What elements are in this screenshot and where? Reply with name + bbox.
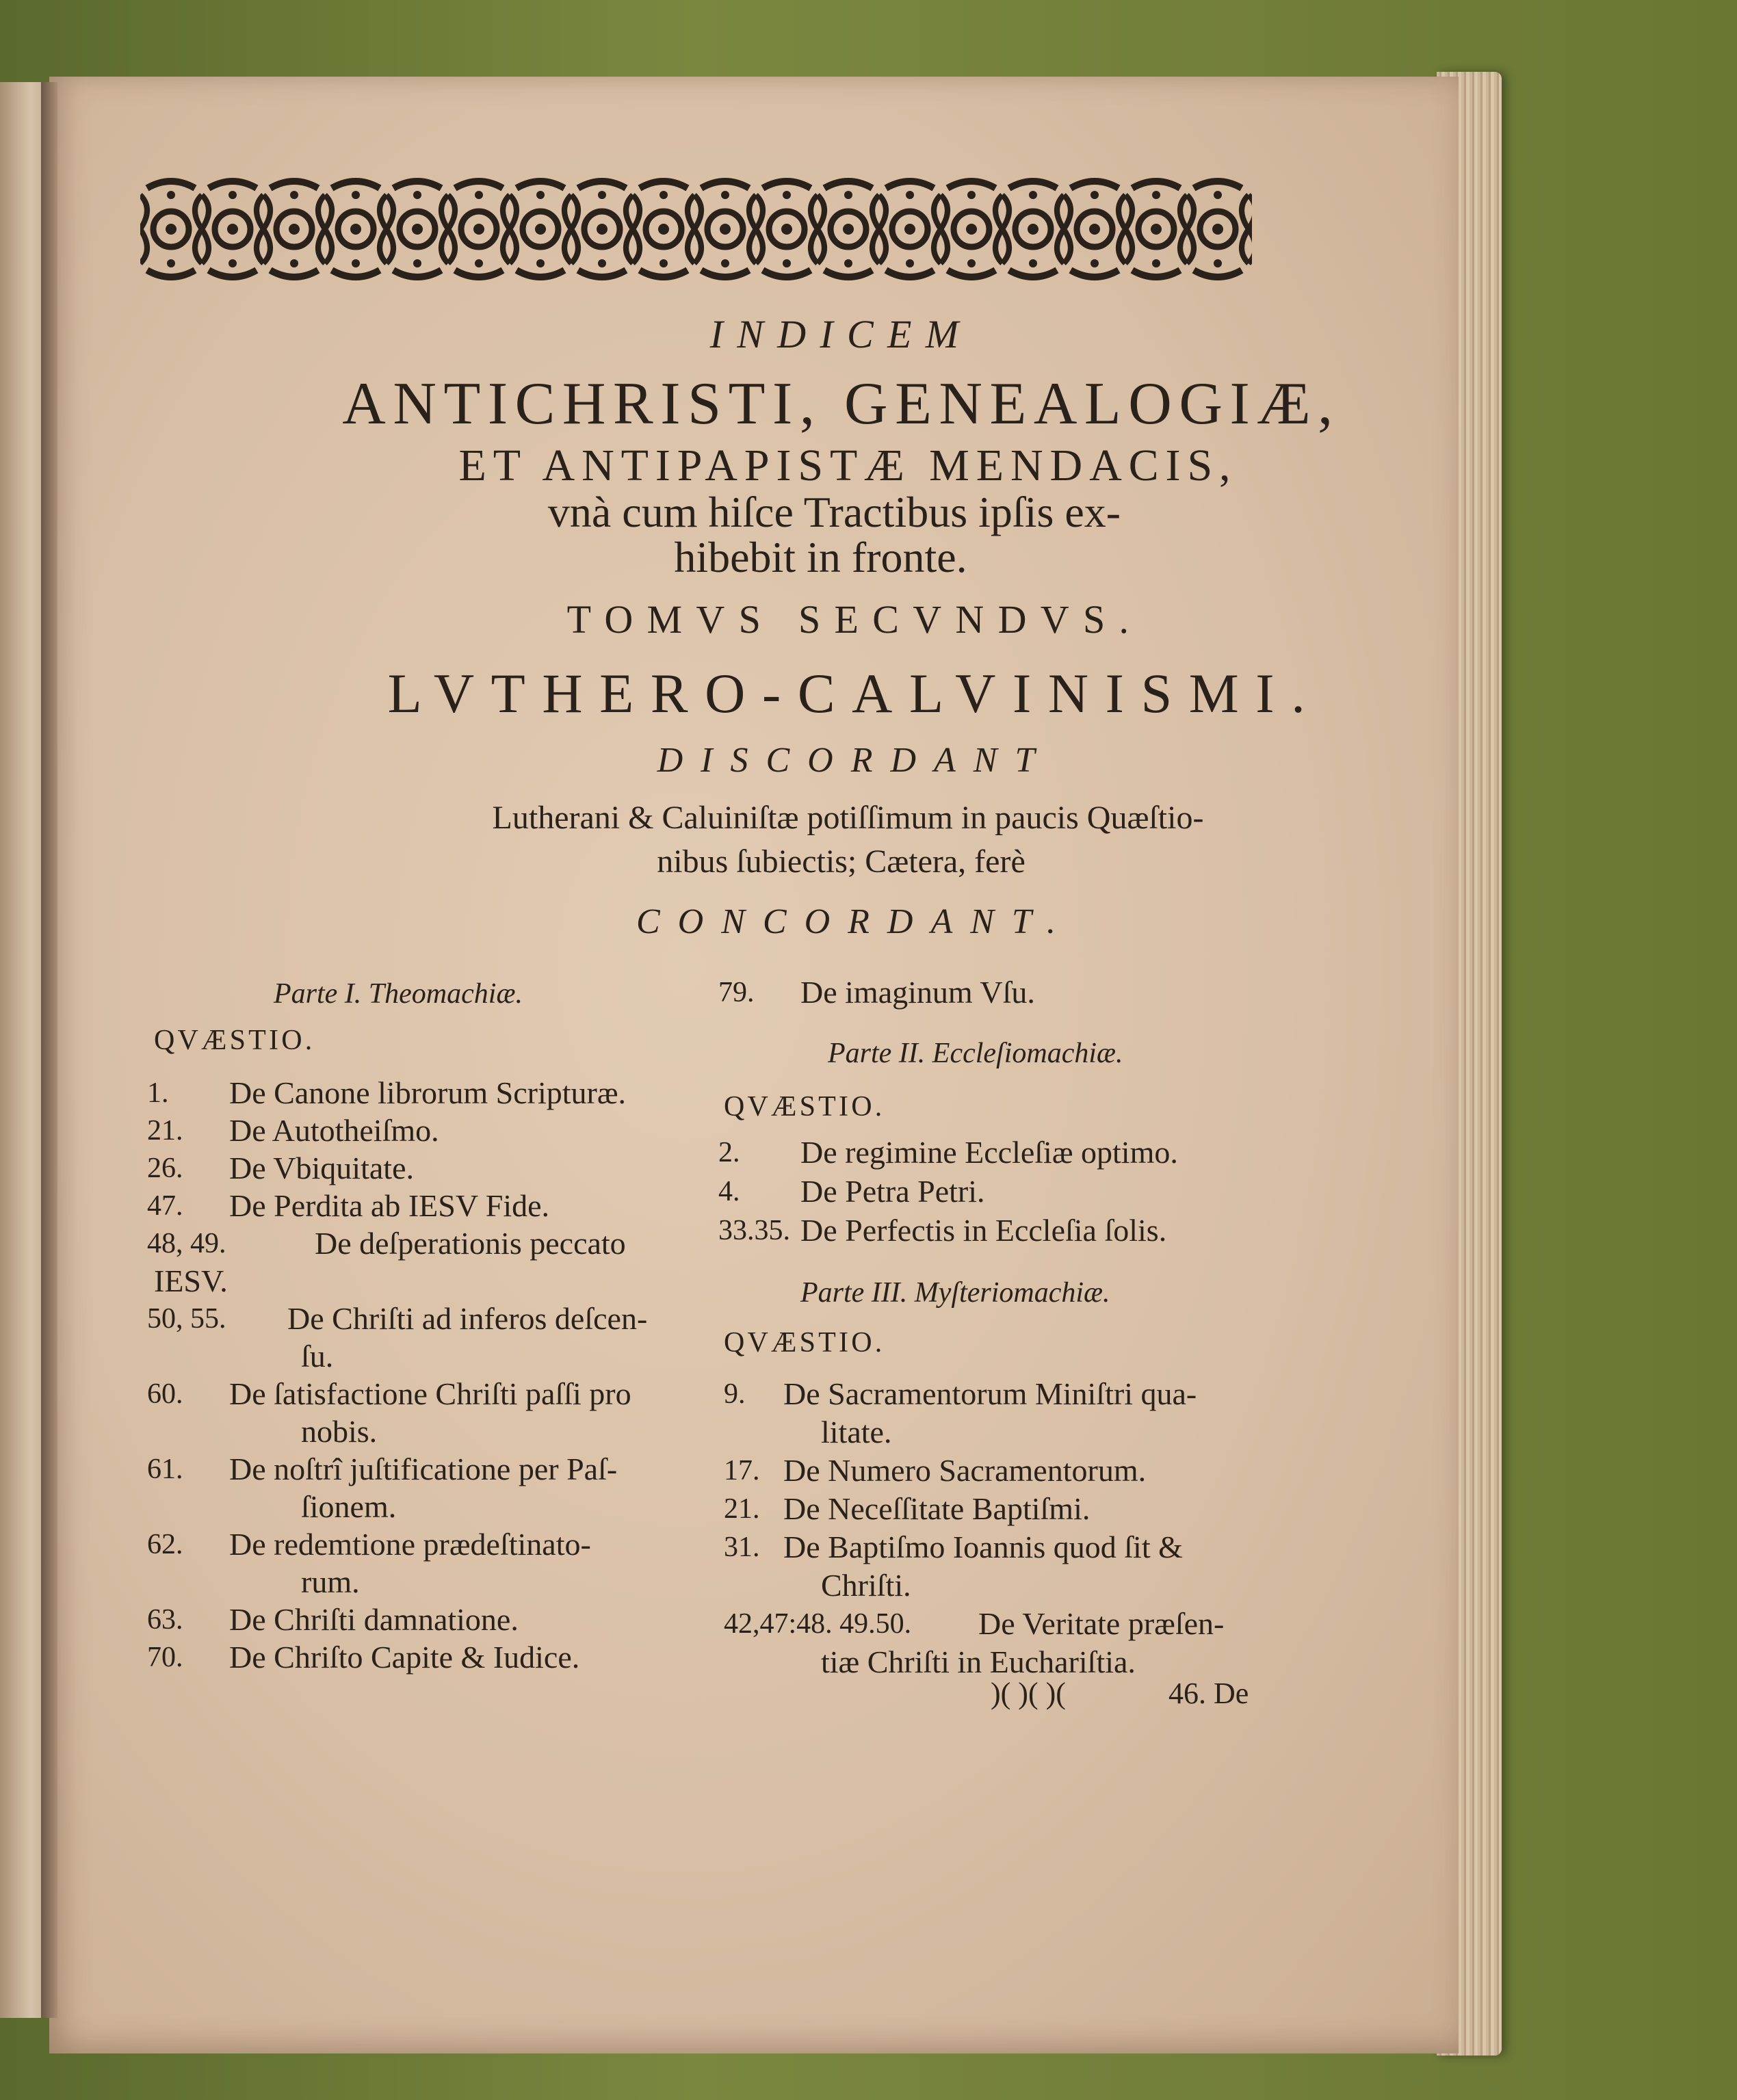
part1-questio: QVÆSTIO. bbox=[154, 1025, 315, 1056]
left-entry-text: rum. bbox=[301, 1564, 360, 1599]
left-entry-text: De Canone librorum Scripturæ. bbox=[229, 1075, 627, 1110]
part3-entry-number: 31. bbox=[724, 1532, 760, 1563]
part3-questio: QVÆSTIO. bbox=[724, 1327, 885, 1359]
part3-entry-number: 21. bbox=[724, 1493, 760, 1525]
part3-entry-number: 17. bbox=[724, 1455, 760, 1486]
discordant-heading: DISCORDANT bbox=[657, 741, 1053, 780]
left-entry-number: 62. bbox=[147, 1529, 183, 1560]
left-entry-text: De Chriſti ad inferos deſcen- bbox=[287, 1301, 648, 1336]
part2-entry-text: De Petra Petri. bbox=[800, 1174, 985, 1209]
left-entry-number: 61. bbox=[147, 1454, 183, 1485]
entry-79-text: De imaginum Vſu. bbox=[800, 975, 1035, 1010]
heading-line2: ET ANTIPAPISTÆ MENDACIS, bbox=[458, 441, 1238, 490]
left-entry-text: De ſatisfactione Chriſti paſſi pro bbox=[229, 1376, 631, 1411]
left-entry-number: 48, 49. bbox=[147, 1228, 226, 1259]
part3-entry-text: De Veritate præſen- bbox=[978, 1606, 1225, 1641]
part3-entry-text: tiæ Chriſti in Euchariſtia. bbox=[821, 1644, 1136, 1679]
left-entry-number: 21. bbox=[147, 1115, 183, 1146]
part3-entry-number: 9. bbox=[724, 1378, 746, 1410]
left-entry-text: De deſperationis peccato bbox=[315, 1226, 626, 1261]
part3-entry-text: De Numero Sacramentorum. bbox=[783, 1453, 1147, 1488]
entry-79-number: 79. bbox=[718, 977, 755, 1008]
left-entry-number: 60. bbox=[147, 1378, 183, 1410]
left-entry-text: De Chriſti damnatione. bbox=[229, 1602, 519, 1637]
description-line1: Lutherani & Caluiniſtæ potiſſimum in paucis Quæſtio- bbox=[492, 800, 1204, 836]
left-entry-number: 70. bbox=[147, 1642, 183, 1673]
left-entry-number: 1. bbox=[147, 1077, 169, 1109]
heading-line4: hibebit in fronte. bbox=[674, 533, 967, 581]
ornament-band bbox=[140, 174, 1252, 284]
left-entry-text: De Chriſto Capite & Iudice. bbox=[229, 1640, 580, 1675]
catchword: 46. De bbox=[1168, 1677, 1249, 1710]
left-entry-text: ſu. bbox=[301, 1339, 334, 1374]
heading-line3: vnà cum hiſce Tractibus ipſis ex- bbox=[547, 488, 1121, 536]
left-entry-number: 50, 55. bbox=[147, 1303, 226, 1335]
part1-title: Parte I. Theomachiæ. bbox=[274, 978, 523, 1010]
part3-entry-text: De Neceſſitate Baptiſmi. bbox=[783, 1491, 1090, 1526]
part2-entry-number: 2. bbox=[718, 1137, 740, 1168]
left-entry-text: De Autotheiſmo. bbox=[229, 1113, 439, 1148]
part2-entry-number: 4. bbox=[718, 1176, 740, 1207]
concordant-heading: CONCORDANT. bbox=[636, 902, 1073, 941]
part2-title: Parte II. Eccleſiomachiæ. bbox=[828, 1038, 1123, 1069]
part2-entry-text: De regimine Eccleſiæ optimo. bbox=[800, 1135, 1178, 1170]
part2-questio: QVÆSTIO. bbox=[724, 1091, 885, 1123]
left-entry-text: De noſtrî juſtificatione per Paſ- bbox=[229, 1452, 618, 1486]
left-entry-text: IESV. bbox=[154, 1263, 228, 1298]
part3-entry-text: De Baptiſmo Ioannis quod ſit & bbox=[783, 1530, 1183, 1564]
tomus-heading: TOMVS SECVNDVS. bbox=[566, 597, 1143, 642]
heading-line1: ANTICHRISTI, GENEALOGIÆ, bbox=[342, 371, 1340, 437]
main-title: LVTHERO-CALVINISMI. bbox=[387, 662, 1322, 724]
left-entry-text: nobis. bbox=[301, 1414, 378, 1449]
left-entry-text: ſionem. bbox=[301, 1489, 397, 1524]
left-entry-number: 26. bbox=[147, 1153, 183, 1184]
left-entry-number: 47. bbox=[147, 1190, 183, 1222]
part3-entry-text: De Sacramentorum Miniſtri qua- bbox=[783, 1376, 1197, 1411]
left-entry-number: 63. bbox=[147, 1604, 183, 1636]
left-entry-text: De redemtione prædeſtinato- bbox=[229, 1527, 591, 1562]
left-entry-text: De Vbiquitate. bbox=[229, 1151, 414, 1185]
part3-entry-number: 42,47:48. 49.50. bbox=[724, 1608, 912, 1640]
part2-entry-number: 33.35. bbox=[718, 1215, 790, 1246]
part3-title: Parte III. Myſteriomachiæ. bbox=[800, 1277, 1110, 1309]
signature-mark: )( )( )( bbox=[991, 1677, 1066, 1710]
description-line2: nibus ſubiectis; Cætera, ferè bbox=[657, 843, 1026, 880]
part3-entry-text: Chriſti. bbox=[821, 1568, 911, 1603]
part3-entry-text: litate. bbox=[821, 1415, 892, 1449]
left-entry-text: De Perdita ab IESV Fide. bbox=[229, 1188, 550, 1223]
part2-entry-text: De Perfectis in Eccleſia ſolis. bbox=[800, 1213, 1167, 1248]
heading-indicem: INDICEM bbox=[709, 312, 973, 356]
